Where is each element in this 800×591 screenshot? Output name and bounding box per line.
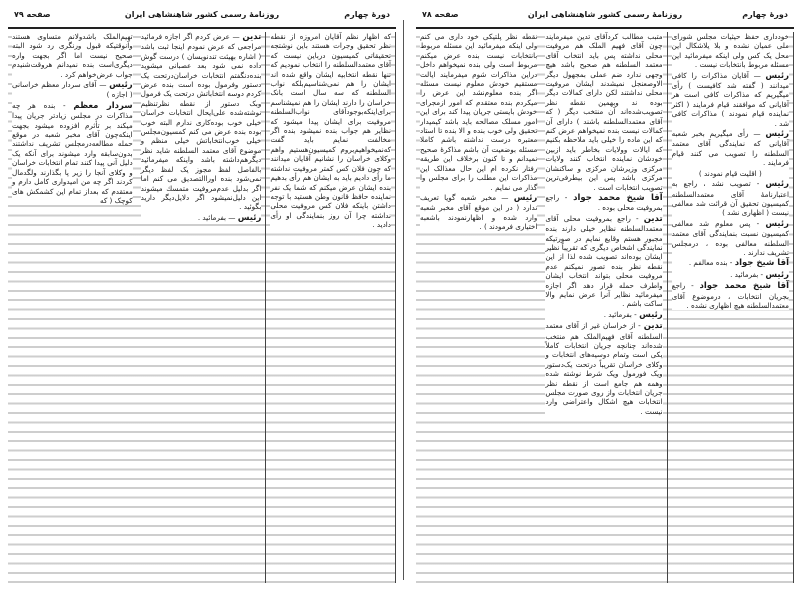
- paragraph: [12, 101, 133, 205]
- column-body: [545, 32, 662, 416]
- speaker-name: رئیس: [765, 70, 789, 81]
- paragraph: [672, 219, 789, 258]
- paragraph: [545, 310, 662, 320]
- column-body: [672, 32, 789, 310]
- text-column: [416, 32, 541, 583]
- text-column: [8, 32, 137, 583]
- page-header: [422, 10, 788, 24]
- paragraph: [420, 32, 537, 192]
- paragraph-text: — بفرمائید .: [197, 212, 236, 222]
- paragraph: [672, 258, 789, 268]
- newspaper-title: روزنامهٔ رسمی کشور شاهنشاهی ایران: [527, 10, 683, 19]
- paragraph: [420, 193, 537, 232]
- speaker-name: رئیس: [109, 80, 133, 91]
- page-gutter-divider: [403, 20, 404, 580]
- paragraph: [672, 270, 789, 280]
- speaker-name: تدین: [242, 32, 262, 42]
- paragraph-text: - از خراسان غیر از آقای معتمد السلطنه آقای فهیم‌الملک هم منتخب شده‌اند چنانچه جریان انتخابات کاملاً یکی است وتمام دوسیه‌های انتخابات و وکلای خراسان تقریباً درتحت یک‌دستور ویک فورمول ویک شرط نوشته شده وهمه هم جامع است از نقطه نظر جریان انتخابات واز روی صورت مجلس انتخابات هیچ اشکال واعتراضی وارد نیست .: [545, 321, 663, 416]
- page-number: صفحه ۷۹: [14, 10, 51, 19]
- paragraph: [141, 32, 262, 212]
- paragraph-text: که اظهار نظم آقایان امروزه از نقطه نظر تحقیق وجرات هستند باین نوشتجه تحقیقاتی کمیسیون درباین نیست که آقای معتمدالسلطنه را انتخاب نمودیم که تنها نقطه انتخابیه ایشان واقع شده اند ایشان را هم نمی‌شناسیم‌بلکه نواب السلطنه که سه سال است بانک خراسان را دارند ایشان را هم نمیشناسم برای‌اینکه‌بوجود‌آقای نواب‌السلطنه مروفیت برای ایشان پیدا میشود که نظایر هم جواب بنده نمیشود بنده اگر مخالفت نمایم باید گفت که‌نمیخواهیم‌بروم کمیسیون‌هستیم واهم وکلای خراسان را نشانیم آقایان میدانند که چون فلان کس کمتر مروفیت نداشته ما رأی دادیم باید به ایشان هم رأی بدهیم بنده ایشان عرض میکنم که شما یک نفر نماینده حافظ قانون وطن هستید با توجه داشتن باینکه فلان کس مروفیت محلی نداشته چرا آن روز بنمایندگی او رأی دادید .: [270, 32, 392, 230]
- speaker-name: تدین: [643, 213, 663, 224]
- paragraph-text: — رأی میگیریم بخبر شعبه آقایانی که نمایندگی آقای معتمد السلطنه را تصویب می کنند قیام فرمایند .: [671, 129, 789, 168]
- columns: [416, 32, 794, 583]
- paragraph: [672, 32, 789, 70]
- paragraph-text: - راجع بمروفیت محلی آقای معتمدالسلطنه نظایر خیلی دارند بنده مجبور هستم وقایع نمایم در صورتیکه نمایندگی اشخاص دیگری که تقریباً نظیر ایشان بوده‌اند تصویب شده لذا از این نقطه نظر بنده تصور نمیکنم عدم مروفیت محلی بتواند انتخاب ایشان واطرف حمله قرار دهد اگر اجازه میفرمائید نظایر آنرا عرض نمایم والا ساکت باشم .: [545, 213, 663, 309]
- header-rule: [8, 27, 396, 29]
- paragraph-text: - بنده معالفم .: [688, 258, 733, 268]
- column-body: [420, 32, 537, 232]
- paragraph-text: - تصویب نشد ، راجع به اعتبارنامهٔ آقای معتمدالسلطنه کمیسیون تحقیق آن قرائت شد معالفی نیست ( اظهاری نشد ): [671, 179, 789, 218]
- paragraph-text: متبب مطالب کردآقای تدین میفرمایند چون آقای فهیم الملک هم مروفیت محلی نداشته پس باید انتخاب آقای معتمد السلطنه هم صحیح باشد هیچ وجهی ندارد ضم عملی بمجهول دیگر الاوصعنجل نمیشدند ایشان مروفیت محلی نداشتند لکن دارای کمالات دیگر بوده ند وبهمین نقطه نظر تصویب‌شده‌اند آن منتخب دیگر ( که آقای معتمدالسلطنه باشند ) دارای آن کمالات نیست بنده نمیخواهم عرض کنم که این ماده را خیلی باید ملاحظه بکنیم که ایالات وولایات بخاطر باید ازبین خودشان نماینده انتخاب کنند ولایات مرکزی وزیرشان مرکزی و ساکنشان مرکزی باشد پس این بیطرفی‌ترین تصویب انتخابات است .: [545, 32, 663, 192]
- page-number: صفحه ۷۸: [422, 10, 459, 19]
- paragraph: [672, 71, 789, 128]
- paragraph: [545, 321, 662, 416]
- text-column: [266, 32, 396, 583]
- paragraph: [270, 32, 391, 230]
- text-column: [137, 32, 267, 583]
- paragraph: [12, 32, 133, 79]
- newspaper-title: روزنامهٔ رسمی کشور شاهنشاهی ایران: [124, 10, 280, 19]
- paragraph-text: — آقایان مذاکرات را کافی میدانند ( گفته شد کافیست ) رأی میگیریم که مذاکرات کافی است هر آقایانی که موافقند قیام فرمایند ( اکثر نماینده قیام نمودند ) مذاکرات کافی شد .: [671, 70, 789, 128]
- paragraph: [672, 281, 789, 310]
- speaker-name: رئیس: [765, 179, 789, 190]
- paragraph: [672, 179, 789, 218]
- paragraph: [672, 129, 789, 168]
- paragraph-text: نقطه نظر پلتیکی خود داری می کنم ولی اینکه میفرمائید این مسئله مربوط بانتخابات نیست بنده عرض میکنم مربوط است ولی بنده نمیخواهم داخل دراین مذاکرات شوم میفرمایند ایالت مستقیم خودش معلوم نیست مسئله اگر بنده معلوم‌نشد این عرض را میکردم بنده معتقدم که امور ازمجرای خودش بایستی جریان پیدا کند برای این امور مسلک مصالحه باید باشد کیمیدار تحقیق ولی خوب بنده و الا بنده تا استاد معتبره درست نداشته باشم کاملا مسئله بوضعیت آن باشم مذاکرهٔ صحیح نمیدانم و تا کنون برخلاف این طریقه رفتار نکرده ام این حال معذالک این مذاکرات این مطلب را برای مجلس وا گذار می نمایم .: [420, 32, 538, 192]
- paragraph-text: — عرض کردم اگر اجازه فرمائید مراجعی که عرض نمودم اینجا ثبت باشد ( اشاره بهیئت تندنویسان ) درست گوش داده نمی شود بعد عصبانی میشوید بنده‌دنگفتم انتخابات خراسان‌درتحت یک دستور وفرمول بوده است بنده عرض کردم دوسه انتخاباتش درتحت یک فرمول وبک دستور از نقطه نظرتنظیم نوشته‌شده علی‌ایحال انتخابات خراسان خیلی خوب بوده‌کاری ندارم البته خوب بوده بنده عرض می کنم کمسیون‌مجلس خیلی خوب‌انتخاباتش خیلی منظم و موضوع آقای معتمد السلطنه شاید نظر دیگرهم‌داشته باشد واینکه میفرمائید بالفاصل لفظ مجوز یک لفظ دیگر نمی‌شود بنده اوراالتصدیق می کنم اما اگر بدلیل عدم‌مروفیت متمسك میشوند این دلیل‌نمیشود اگر دلایل‌دیگر دارید بگوئید .: [140, 32, 262, 212]
- paragraph: [141, 213, 262, 223]
- paragraph-text: - بنده هر چه مذاکرات در مجلس زیادتر جریان پیدا میکند بر تأثرم افزوده میشود بجهت اینکه‌چون آقای مخبر شعبه در موقع حمله مطالعه‌درمجلس تشریف نداشتند بدون‌سابقه وارد میشوند برای آنکه یک دلیل آنی پیدا کنند تمام انتخابات خراسان و وکلای آنجا را زیر پا بگذارند ولگدمال کردند اگر چه من امیدواری کامل دارم و معتقدم که بعداز تمام این کشمکش های کوچک ( که: [12, 100, 133, 205]
- paragraph: [545, 193, 662, 213]
- speaker-name: رئیس: [765, 129, 789, 140]
- speaker-name: تدین: [643, 321, 663, 332]
- column-body: [12, 32, 133, 205]
- speaker-name: آقا شیخ جواد: [734, 258, 789, 269]
- paragraph-text: - راجع بمروفیت محلی بوده .: [545, 192, 663, 213]
- paragraph-text: - پس معلوم شد معالفی کمیسیون نسبت بنمایندگی آقای معتمد السلطنه معالفی بوده ، درمجلس تشریف ندارند .: [671, 218, 789, 257]
- text-column: [668, 32, 794, 583]
- paragraph-text: ( اقلیت قیام نمودند ): [698, 168, 762, 178]
- columns: [8, 32, 396, 583]
- paragraph-text: تهیم‌الملک باشدولانم متساوی هستند وآنوقتیکه قبول ورنگری رد شود البته صحیح نیست اما اگر بجهت واره دیگری‌است بنده نمیدانم هروقت‌شنیدم جواب عرض‌خواهم کرد .: [12, 32, 133, 79]
- text-column: [541, 32, 667, 583]
- paragraph-text: خودداری حفظ حیثیات مجلس شورای ملی عمیان نشده و بلا یلاشکال این محل یک کس ولی اینکه میفرمائید این مسئله مربوط بانتخابات نیست .: [671, 32, 789, 70]
- header-rule: [416, 27, 794, 29]
- paragraph: [545, 214, 662, 309]
- paragraph: [545, 32, 662, 192]
- paragraph-text: — مخبر شعبه گویا تعریف ندارد ( در این موقع آقای مخبر شعبه وارد شده و اظهارنمودند باشعبه اختیاری فرمودند ) .: [420, 192, 538, 232]
- volume-label: دورهٔ چهارم: [742, 10, 788, 19]
- speaker-name: آقا شیخ محمد جواد: [699, 281, 789, 292]
- paragraph: [672, 169, 789, 178]
- paragraph-text: - راجع بجریان انتخابات ، درموضوع آقای معتمدالسلطنه هیچ اظهاری نشده .: [671, 281, 789, 310]
- speaker-name: رئیس: [513, 192, 538, 203]
- speaker-name: رئیس: [765, 218, 789, 229]
- speaker-name: رئیس: [639, 309, 663, 320]
- paragraph-text: — آقای سردار معظم خراسانی ( اجازه ): [12, 80, 133, 100]
- page-header: [14, 10, 390, 24]
- paragraph-text: - بفرمائید .: [603, 309, 637, 319]
- speaker-name: رئیس: [765, 269, 789, 280]
- speaker-name: آقا شیخ محمد جواد: [573, 192, 663, 203]
- volume-label: دورهٔ چهارم: [344, 10, 390, 19]
- paragraph: [12, 80, 133, 100]
- paragraph-text: - بفرمائید .: [730, 269, 764, 279]
- speaker-name: سردار معظم: [73, 100, 133, 111]
- column-body: [141, 32, 262, 223]
- speaker-name: رئیس: [237, 212, 262, 223]
- newspaper-page-right: [408, 0, 800, 591]
- column-body: [270, 32, 391, 230]
